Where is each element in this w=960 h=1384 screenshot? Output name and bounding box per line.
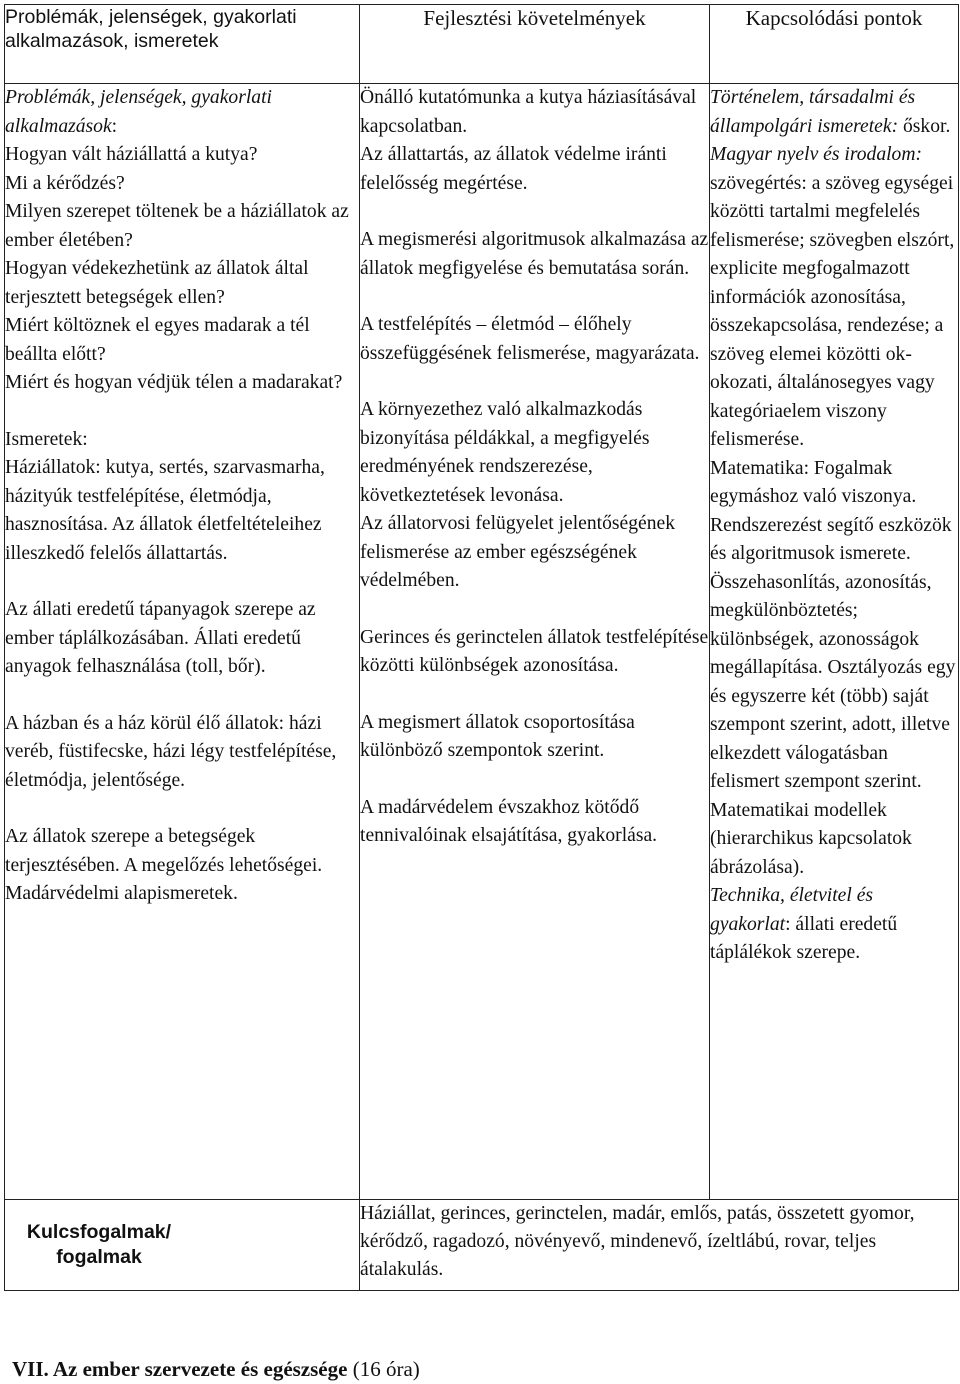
problems-intro-label: Problémák, jelenségek, gyakorlati alkalmazások xyxy=(5,87,272,137)
keywords-cell xyxy=(360,1200,959,1291)
question-5: Miért költöznek el egyes madarak a tél beállta előtt? xyxy=(5,315,310,365)
question-3: Milyen szerepet töltenek be a háziállatok az ember életében? xyxy=(5,201,349,251)
knowledge-nutrition: Az állati eredetű tápanyagok szerepe az ember táplálkozásában. Állati eredetű anyagok felhasználása (toll, bőr). xyxy=(5,599,316,677)
conn-literature-subject: Magyar nyelv és irodalom: xyxy=(710,144,923,165)
section-hours: (16 óra) xyxy=(347,1357,420,1381)
conn-literature xyxy=(710,141,958,455)
ismeretek-label: Ismeretek: xyxy=(5,428,88,450)
section-title-bold: VII. Az ember szervezete és egészsége xyxy=(12,1357,348,1381)
conn-history xyxy=(710,84,958,141)
knowledge-house-animals: A házban és a ház körül élő állatok: házi veréb, füstifecske, házi légy testfelépítése, életmódja, jelentősége. xyxy=(5,712,337,791)
header-col-requirements: Fejlesztési követelmények xyxy=(360,5,710,84)
knowledge-diseases: Az állatok szerepe a betegségek terjesztésében. A megelőzés lehetőségei. xyxy=(5,826,323,876)
keywords-label xyxy=(5,1200,360,1291)
question-4: Hogyan védekezhetünk az állatok által terjesztett betegségek ellen? xyxy=(5,258,309,308)
header-col-problems: Problémák, jelenségek, gyakorlati alkalmazások, ismeretek xyxy=(5,5,360,84)
conn-technology-text: : állati eredetű táplálékok szerepe. xyxy=(710,913,898,963)
header-col-connections: Kapcsolódási pontok xyxy=(710,5,959,84)
problems-intro xyxy=(5,84,359,141)
problems-cell xyxy=(5,84,360,1200)
conn-literature-text: szövegértés: a szöveg egységei közötti tartalmi megfelelés felismerése; szövegben elszórt, explicite megfogalmazott információk azonosítása, összekapcsolása, rendezése; a szöveg elemei közötti ok-okozati, általánosegyes vagy kategóriaelem viszony felismerése. xyxy=(710,172,955,450)
req-grouping: A megismert állatok csoportosítása különböző szempontok szerint. xyxy=(360,711,635,761)
conn-technology-subject: Technika, életvitel és gyakorlat xyxy=(710,885,874,935)
content-row xyxy=(5,84,959,1200)
conn-history-text: őskor. xyxy=(898,115,951,137)
curriculum-table xyxy=(4,4,959,1291)
keywords-row xyxy=(5,1200,959,1291)
req-vertebrates: Gerinces és gerinctelen állatok testfelépítése közötti különbségek azonosítása. xyxy=(360,626,709,676)
req-veterinary: Az állatorvosi felügyelet jelentőségének felismerése az ember egészségének védelmében. xyxy=(360,513,676,591)
req-algorithms: A megismerési algoritmusok alkalmazása az állatok megfigyelése és bemutatása során. xyxy=(360,229,709,279)
req-bird-protection: A madárvédelem évszakhoz kötődő tennivalóinak elsajátítása, gyakorlása. xyxy=(360,796,658,846)
question-1: Hogyan vált háziállattá a kutya? xyxy=(5,144,258,165)
conn-technology xyxy=(710,882,958,968)
conn-math: Matematika: Fogalmak egymáshoz való viszonya. Rendszerezést segítő eszközök és algoritmusok ismerete. Összehasonlítás, azonosítás, megkülönböztetés; különbségek, azonosságok megállapítása. Osztályozás egy és egyszerre két (több) saját szempont szerint, adott, illetve elkezdett válogatásban felismert szempont szerint. Matematikai modellek (hierarchikus kapcsolatok ábrázolása). xyxy=(710,457,956,878)
question-6: Miért és hogyan védjük télen a madarakat? xyxy=(5,372,343,393)
req-adaptation: A környezethez való alkalmazkodás bizonyítása példákkal, a megfigyelés eredményének rendszerezése, következtetések levonása. xyxy=(360,399,650,506)
req-body-structure: A testfelépítés – életmód – élőhely összefüggésének felismerése, magyarázata. xyxy=(360,314,700,364)
req-responsibility: Az állattartás, az állatok védelme iránti felelősség megértése. xyxy=(360,144,667,194)
req-research: Önálló kutatómunka a kutya háziasításával kapcsolatban. xyxy=(360,87,697,137)
connections-cell xyxy=(710,84,959,1200)
problems-intro-colon: : xyxy=(111,115,118,137)
section-title xyxy=(12,1356,420,1382)
conn-history-subject: Történelem, társadalmi és állampolgári ismeretek: xyxy=(710,87,916,137)
knowledge-bird-protection: Madárvédelmi alapismeretek. xyxy=(5,883,238,904)
keywords-label-text: Kulcsfogalmak/ fogalmak xyxy=(26,1221,172,1268)
header-row xyxy=(5,5,959,84)
keywords-text: Háziállat, gerinces, gerinctelen, madár, emlős, patás, összetett gyomor, kérődző, ragadozó, növényevő, mindenevő, ízeltlábú, rovar, teljes átalakulás. xyxy=(360,1203,915,1280)
requirements-cell xyxy=(360,84,710,1200)
question-2: Mi a kérődzés? xyxy=(5,172,125,194)
knowledge-domestic-animals: Háziállatok: kutya, sertés, szarvasmarha, házityúk testfelépítése, életmódja, hasznosítása. Az állatok életfeltételeihez illeszkedő felelős állattartás. xyxy=(5,457,325,564)
